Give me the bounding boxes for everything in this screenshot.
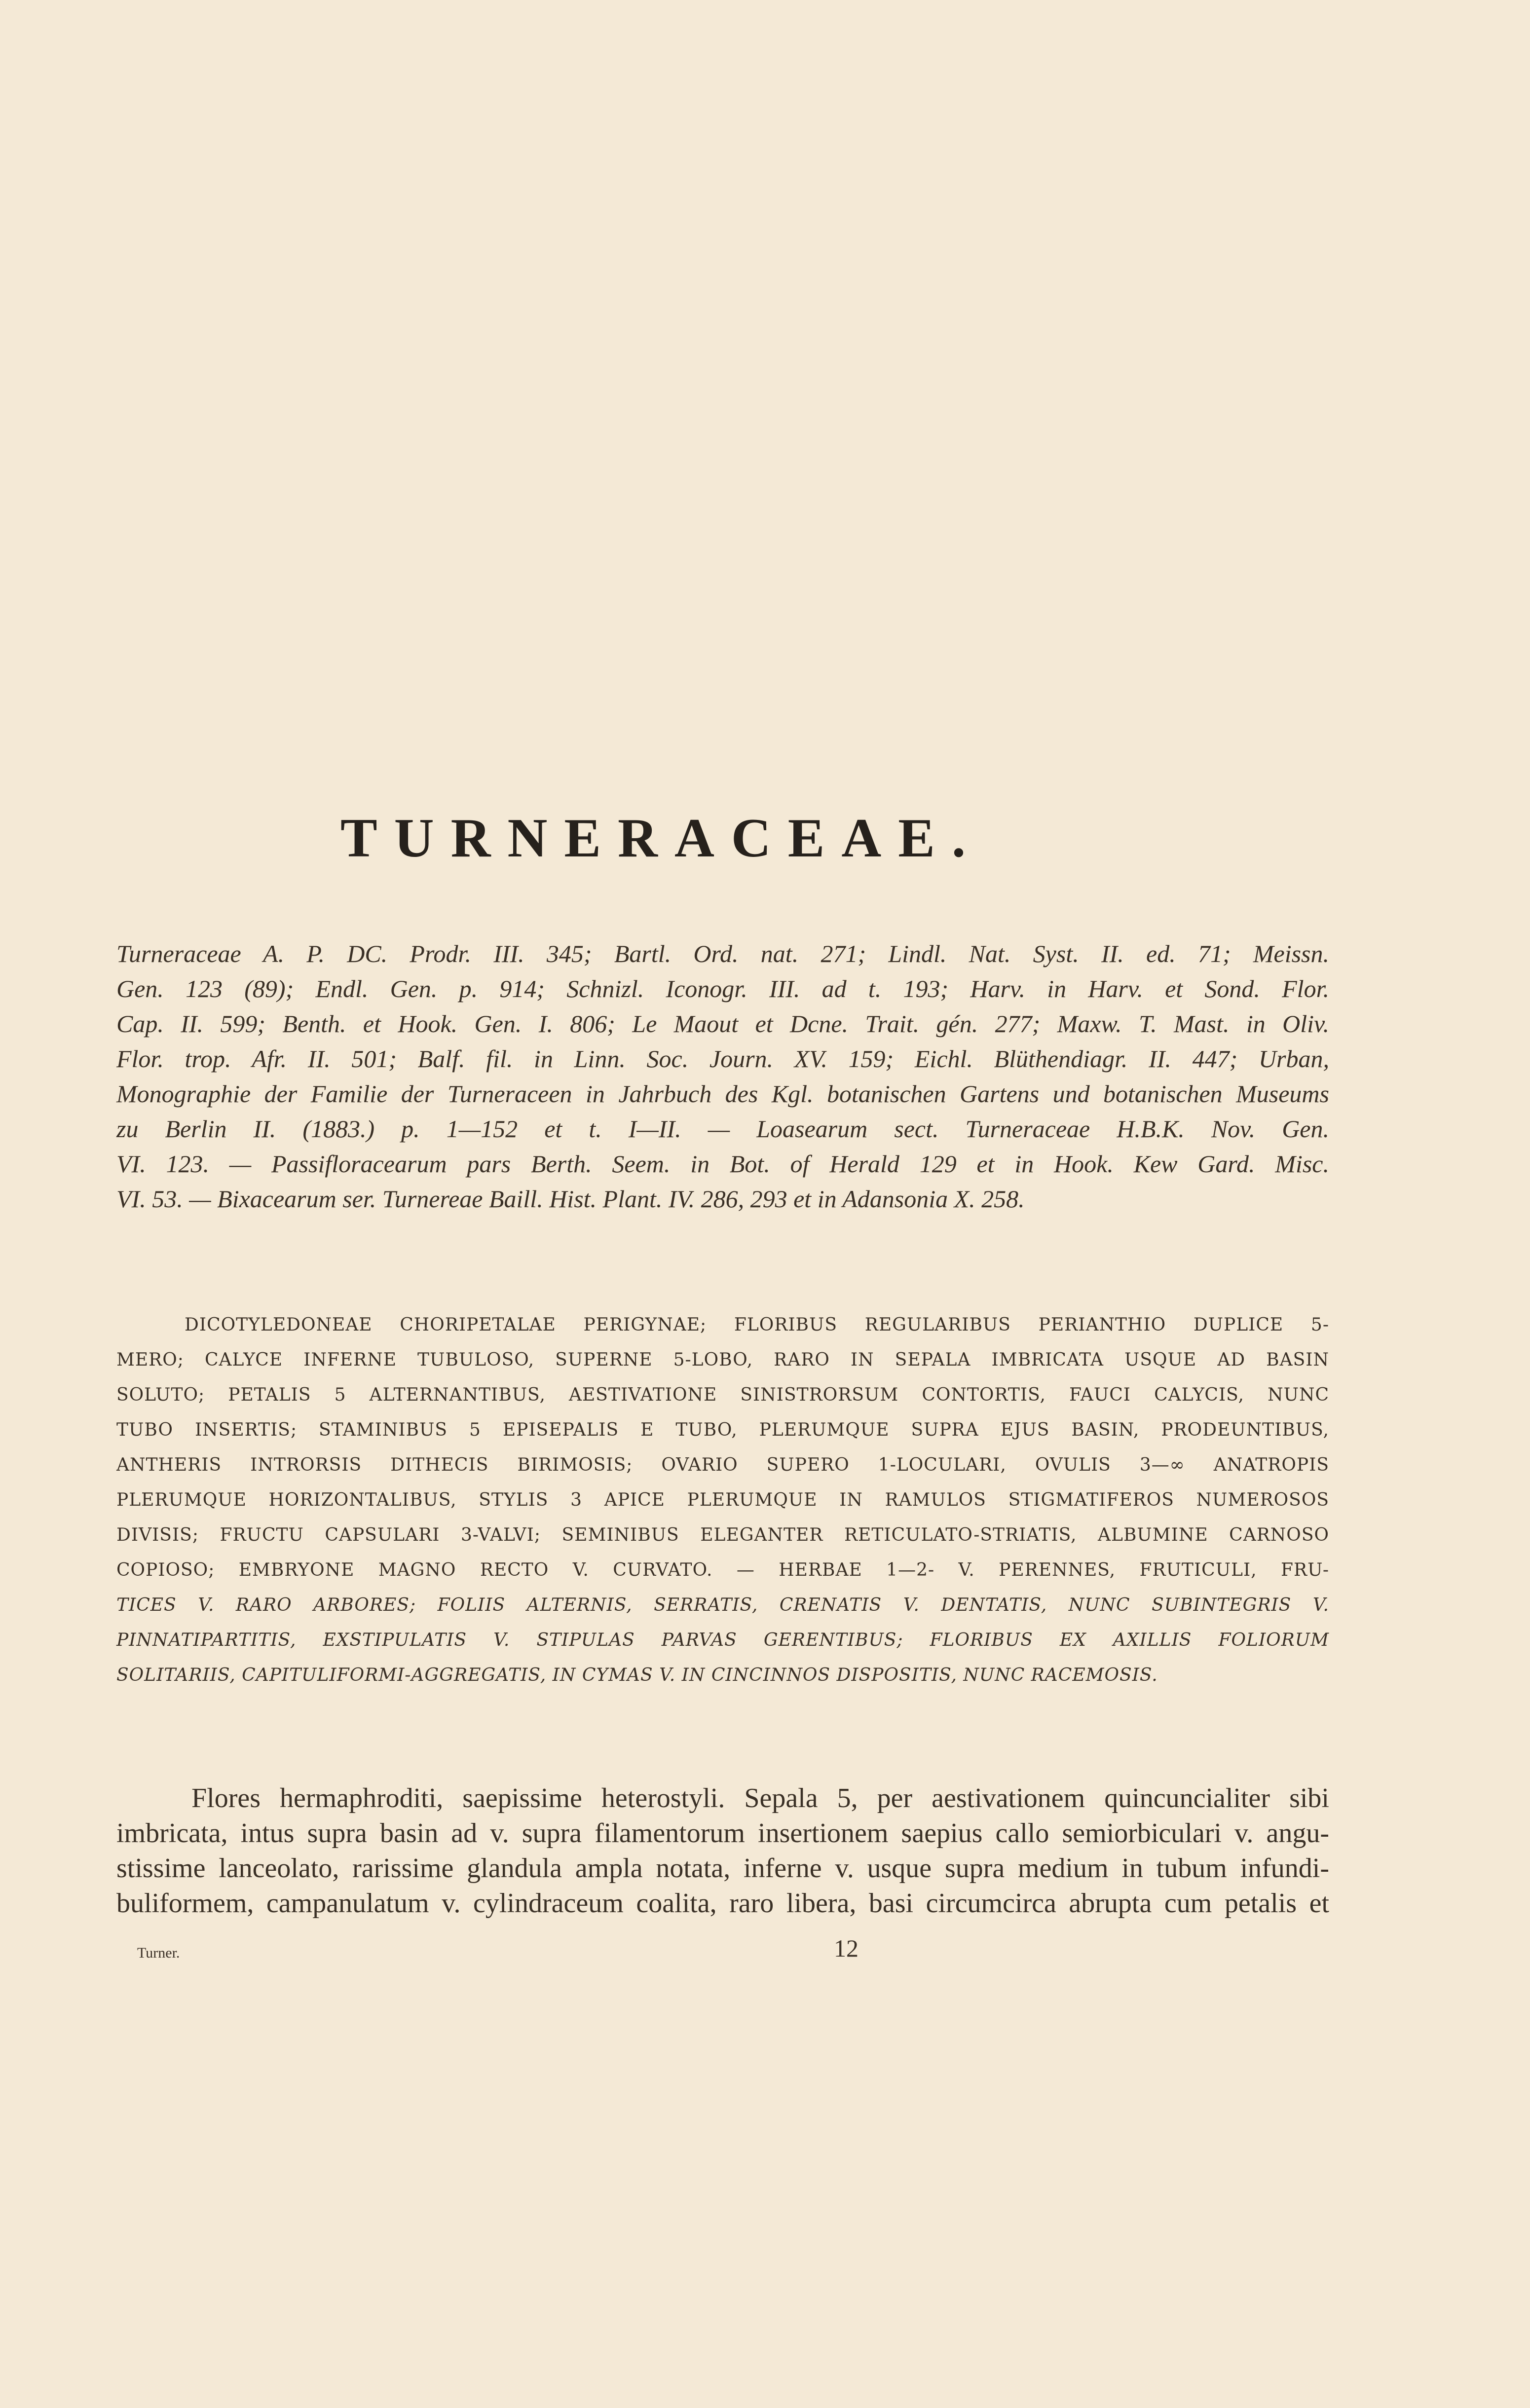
intro-line: Flores hermaphroditi, saepissime heterostyli. Sepala 5, per aestivationem quincuncialiter sibi [191,1783,1329,1814]
diagnosis-line: SOLITARIIS, CAPITULIFORMI-AGGREGATIS, IN CYMAS V. IN CINCINNOS DISPOSITIS, NUNC RACEMOSIS. [116,1665,1158,1685]
bibliography-line: Gen. 123 (89); Endl. Gen. p. 914; Schnizl. Iconogr. III. ad t. 193; Harv. in Harv. et Sond. Flor. [116,975,1329,1002]
intro-paragraph [116,1781,1329,1921]
diagnosis-line: DICOTYLEDONEAE CHORIPETALAE PERIGYNAE; FLORIBUS REGULARIBUS PERIANTHIO DUPLICE 5- [185,1315,1329,1335]
bibliography-line: Monographie der Familie der Turneraceen in Jahrbuch des Kgl. botanischen Gartens und botanischen Museums [116,1080,1329,1108]
intro-line: buliformem, campanulatum v. cylindraceum coalita, raro libera, basi circumcirca abrupta cum petalis et [116,1888,1329,1919]
diagnosis-line: COPIOSO; EMBRYONE MAGNO RECTO V. CURVATO. — HERBAE 1—2- V. PERENNES, FRUTICULI, FRU- [116,1560,1329,1580]
bibliography-line: VI. 123. — Passifloracearum pars Berth. Seem. in Bot. of Herald 129 et in Hook. Kew Gard. Misc. [116,1150,1329,1178]
bibliography-block [116,936,1329,1217]
diagnosis-line: SOLUTO; PETALIS 5 ALTERNANTIBUS, AESTIVATIONE SINISTRORSUM CONTORTIS, FAUCI CALYCIS, NUNC [116,1385,1329,1405]
diagnosis-line: MERO; CALYCE INFERNE TUBULOSO, SUPERNE 5-LOBO, RARO IN SEPALA IMBRICATA USQUE AD BASIN [116,1350,1329,1370]
diagnosis-line: ANTHERIS INTRORSIS DITHECIS BIRIMOSIS; OVARIO SUPERO 1-LOCULARI, OVULIS 3—∞ ANATROPIS [116,1455,1329,1475]
diagnosis-line: TUBO INSERTIS; STAMINIBUS 5 EPISEPALIS E TUBO, PLERUMQUE SUPRA EJUS BASIN, PRODEUNTIBUS, [116,1420,1329,1440]
bibliography-line: Cap. II. 599; Benth. et Hook. Gen. I. 806; Le Maout et Dcne. Trait. gén. 277; Maxw. T. Mast. in Oliv. [116,1010,1329,1037]
diagnosis-line: TICES V. RARO ARBORES; FOLIIS ALTERNIS, SERRATIS, CRENATIS V. DENTATIS, NUNC SUBINTEGRIS V. [116,1595,1329,1615]
footer-signature: Turner. [137,1945,180,1961]
intro-line: stissime lanceolato, rarissime glandula ampla notata, inferne v. usque supra medium in tubum infundi- [116,1853,1329,1884]
diagnosis-line: PINNATIPARTITIS, EXSTIPULATIS V. STIPULAS PARVAS GERENTIBUS; FLORIBUS EX AXILLIS FOLIORUM [116,1630,1329,1650]
diagnosis-line: PLERUMQUE HORIZONTALIBUS, STYLIS 3 APICE PLERUMQUE IN RAMULOS STIGMATIFEROS NUMEROSOS [116,1490,1329,1510]
diagnosis-block [116,1307,1329,1693]
bibliography-line: zu Berlin II. (1883.) p. 1—152 et t. I—II. — Loasearum sect. Turneraceae H.B.K. Nov. Gen. [116,1115,1329,1143]
page-title: TURNERACEAE. [340,808,982,869]
diagnosis-line: DIVISIS; FRUCTU CAPSULARI 3-VALVI; SEMINIBUS ELEGANTER RETICULATO-STRIATIS, ALBUMINE CARNOSO [116,1525,1329,1545]
page-number: 12 [834,1934,858,1962]
bibliography-line: Turneraceae A. P. DC. Prodr. III. 345; Bartl. Ord. nat. 271; Lindl. Nat. Syst. II. ed. 71; Meissn. [116,940,1329,967]
bibliography-line: Flor. trop. Afr. II. 501; Balf. fil. in Linn. Soc. Journ. XV. 159; Eichl. Blüthendiagr. II. 447; Urban, [116,1045,1329,1073]
intro-line: imbricata, intus supra basin ad v. supra filamentorum insertionem saepius callo semiorbiculari v. angu- [116,1818,1329,1849]
bibliography-line: VI. 53. — Bixacearum ser. Turnereae Baill. Hist. Plant. IV. 286, 293 et in Adansonia X. 258. [116,1185,1025,1213]
